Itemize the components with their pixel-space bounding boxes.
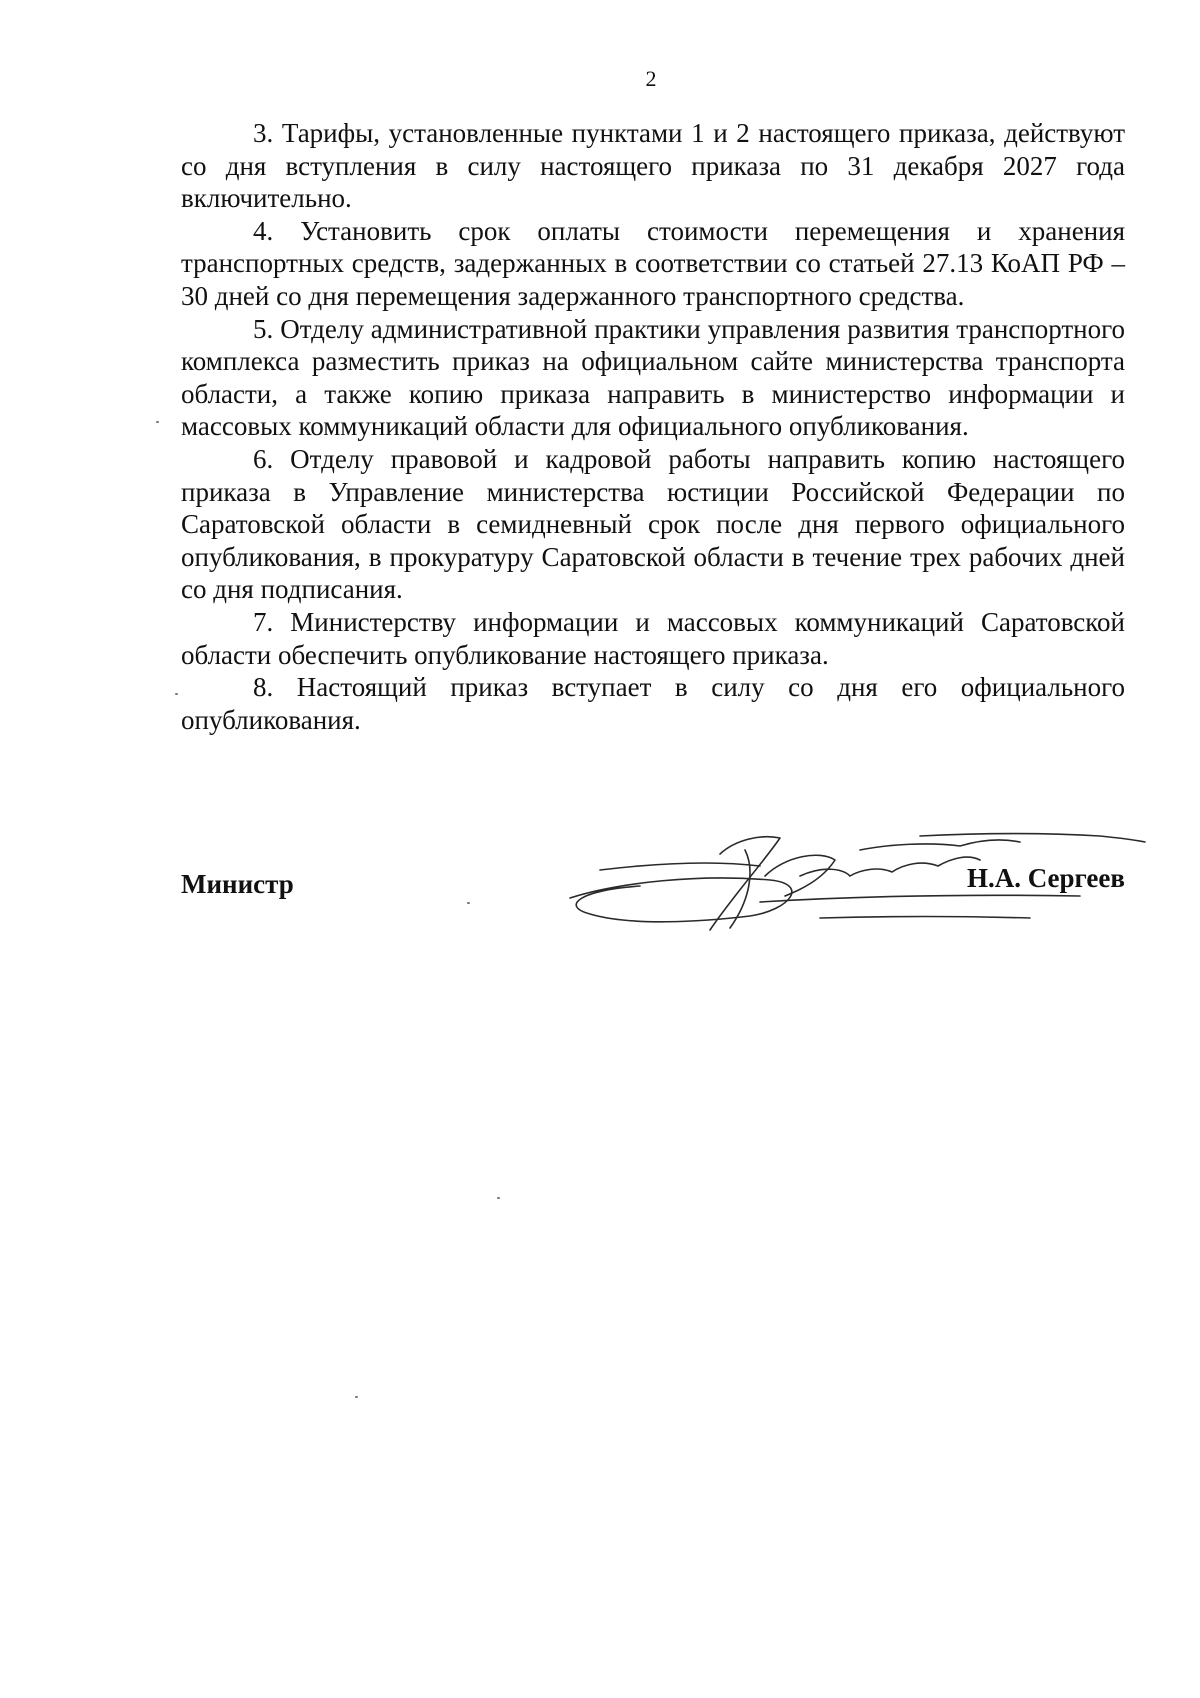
scan-speck (355, 1396, 358, 1398)
paragraph-6: 6. Отделу правовой и кадровой работы направить копию настоящего приказа в Управление министерства юстиции Российской Федерации по Саратовской области в семидневный срок после дня первого официального опубликования, в прокуратуру Саратовской области в течение трех рабочих дней со дня подписания. (181, 443, 1125, 605)
signatory-name: Н.А. Сергеев (966, 863, 1125, 893)
signature-block (181, 856, 1125, 916)
scan-speck (467, 902, 470, 904)
scan-speck (156, 421, 159, 423)
paragraph-5: 5. Отделу административной практики управления развития транспортного комплекса разместить приказ на официальном сайте министерства транспорта области, а также копию приказа направить в министерство информации и массовых коммуникаций области для официального опубликования. (181, 313, 1125, 442)
paragraph-4: 4. Установить срок оплаты стоимости перемещения и хранения транспортных средств, задержанных в соответствии со статьей 27.13 КоАП РФ – 30 дней со дня перемещения задержанного транспортного средства. (181, 215, 1125, 311)
document-body (181, 117, 1125, 736)
scan-speck (175, 693, 178, 695)
scan-speck (497, 1197, 500, 1199)
signatory-title: Министр (181, 869, 294, 899)
paragraph-7: 7. Министерству информации и массовых коммуникаций Саратовской области обеспечить опубликование настоящего приказа. (181, 606, 1125, 670)
paragraph-3: 3. Тарифы, установленные пунктами 1 и 2 настоящего приказа, действуют со дня вступления в силу настоящего приказа по 31 декабря 2027 года включительно. (181, 118, 1125, 214)
page-number: 2 (645, 66, 657, 91)
paragraph-8: 8. Настоящий приказ вступает в силу со дня его официального опубликования. (181, 672, 1125, 735)
